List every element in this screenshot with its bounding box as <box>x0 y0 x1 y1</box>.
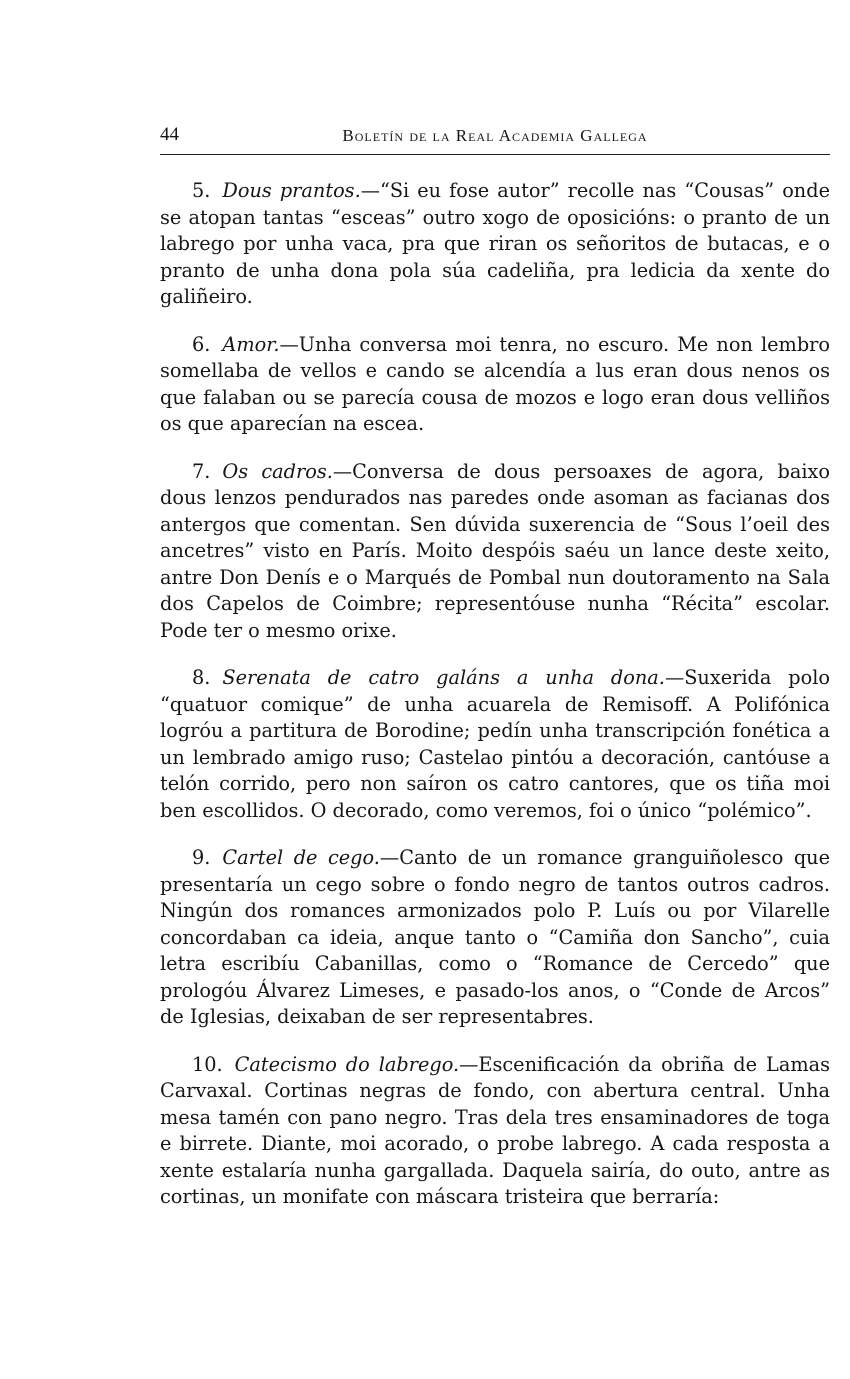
item-paragraph <box>160 665 830 824</box>
item-title: Serenata de catro galáns a unha dona. <box>222 666 665 689</box>
item-number: 10. <box>192 1052 223 1076</box>
item-paragraph <box>160 1052 830 1211</box>
item-paragraph <box>160 459 830 645</box>
item-paragraph <box>160 178 830 311</box>
item-number: 7. <box>192 459 211 483</box>
item-number: 9. <box>192 846 211 869</box>
item-text: —Escenificación da obriña de Lamas Carvaxal. Cortinas negras de fondo, con abertura central. Unha mesa tamén con pano negro. Tras dela tres ensaminadores de toga e birrete. Diante, moi acorado, o probe labrego. A cada resposta a xente estalaría nunha gargallada. Daquela sairía, do outo, antre as cortinas, un monifate con máscara tristeira que berraría: <box>160 1052 830 1208</box>
item-title: Catecismo do labrego. <box>234 1052 460 1076</box>
item-number: 5. <box>192 179 211 202</box>
item-title: Cartel de cego. <box>222 846 380 869</box>
article-body <box>160 178 830 1232</box>
item-title: Dous prantos. <box>222 179 361 202</box>
item-title: Os cadros. <box>222 459 333 483</box>
item-number: 6. <box>192 332 211 356</box>
item-paragraph <box>160 845 830 1031</box>
page-number: 44 <box>160 124 179 145</box>
item-text: —Canto de un romance granguiñolesco que presentaría un cego sobre o fondo negro de tantos outros cadros. Ningún dos romances armonizados polo P. Luís ou por Vilarelle concordaban ca ideia, anque tanto o “Camiña don Sancho”, cuia letra escribíu Cabanillas, como o “Romance de Cercedo” que prologóu Álvarez Limeses, e pasado-los anos, o “Conde de Arcos” de Iglesias, deixaban de ser representabres. <box>160 846 830 1028</box>
item-text: —Suxerida polo “quatuor comique” de unha acuarela de Remisoff. A Polifónica logróu a partitura de Borodine; pedín unha transcripción fonética a un lembrado amigo ruso; Castelao pintóu a decoración, cantóuse a telón corrido, pero non saíron os catro cantores, que os tiña moi ben escollidos. O decorado, como veremos, foi o único “polémico”. <box>160 666 830 822</box>
item-text: —Conversa de dous persoaxes de agora, baixo dous lenzos pendurados nas paredes onde asoman as facianas dos antergos que comentan. Sen dúvida suxerencia de “Sous l’oeil des ancetres” visto en París. Moito despóis saéu un lance deste xeito, antre Don Denís e o Marqués de Pombal nun doutoramento na Sala dos Capelos de Coimbre; representóuse nunha “Récita” escolar. Pode ter o mesmo orixe. <box>160 459 830 642</box>
running-title: Boletín de la Real Academia Gallega <box>342 126 648 145</box>
item-text: —“Si eu fose autor” recolle nas “Cousas” onde se atopan tantas “esceas” outro xogo de oposicións: o pranto de un labrego por unha vaca, pra que riran os señoritos de butacas, e o pranto de unha dona pola súa cadeliña, pra ledicia da xente do galiñeiro. <box>160 179 830 308</box>
item-title: Amor. <box>222 332 280 356</box>
item-text: —Unha conversa moi tenra, no escuro. Me non lembro somellaba de vellos e cando se alcendía a lus eran dous nenos os que falaban ou se parecía cousa de mozos e logo eran dous velliños os que aparecían na escea. <box>160 332 830 435</box>
item-paragraph <box>160 332 830 438</box>
item-number: 8. <box>192 666 211 689</box>
page-header <box>160 124 830 155</box>
